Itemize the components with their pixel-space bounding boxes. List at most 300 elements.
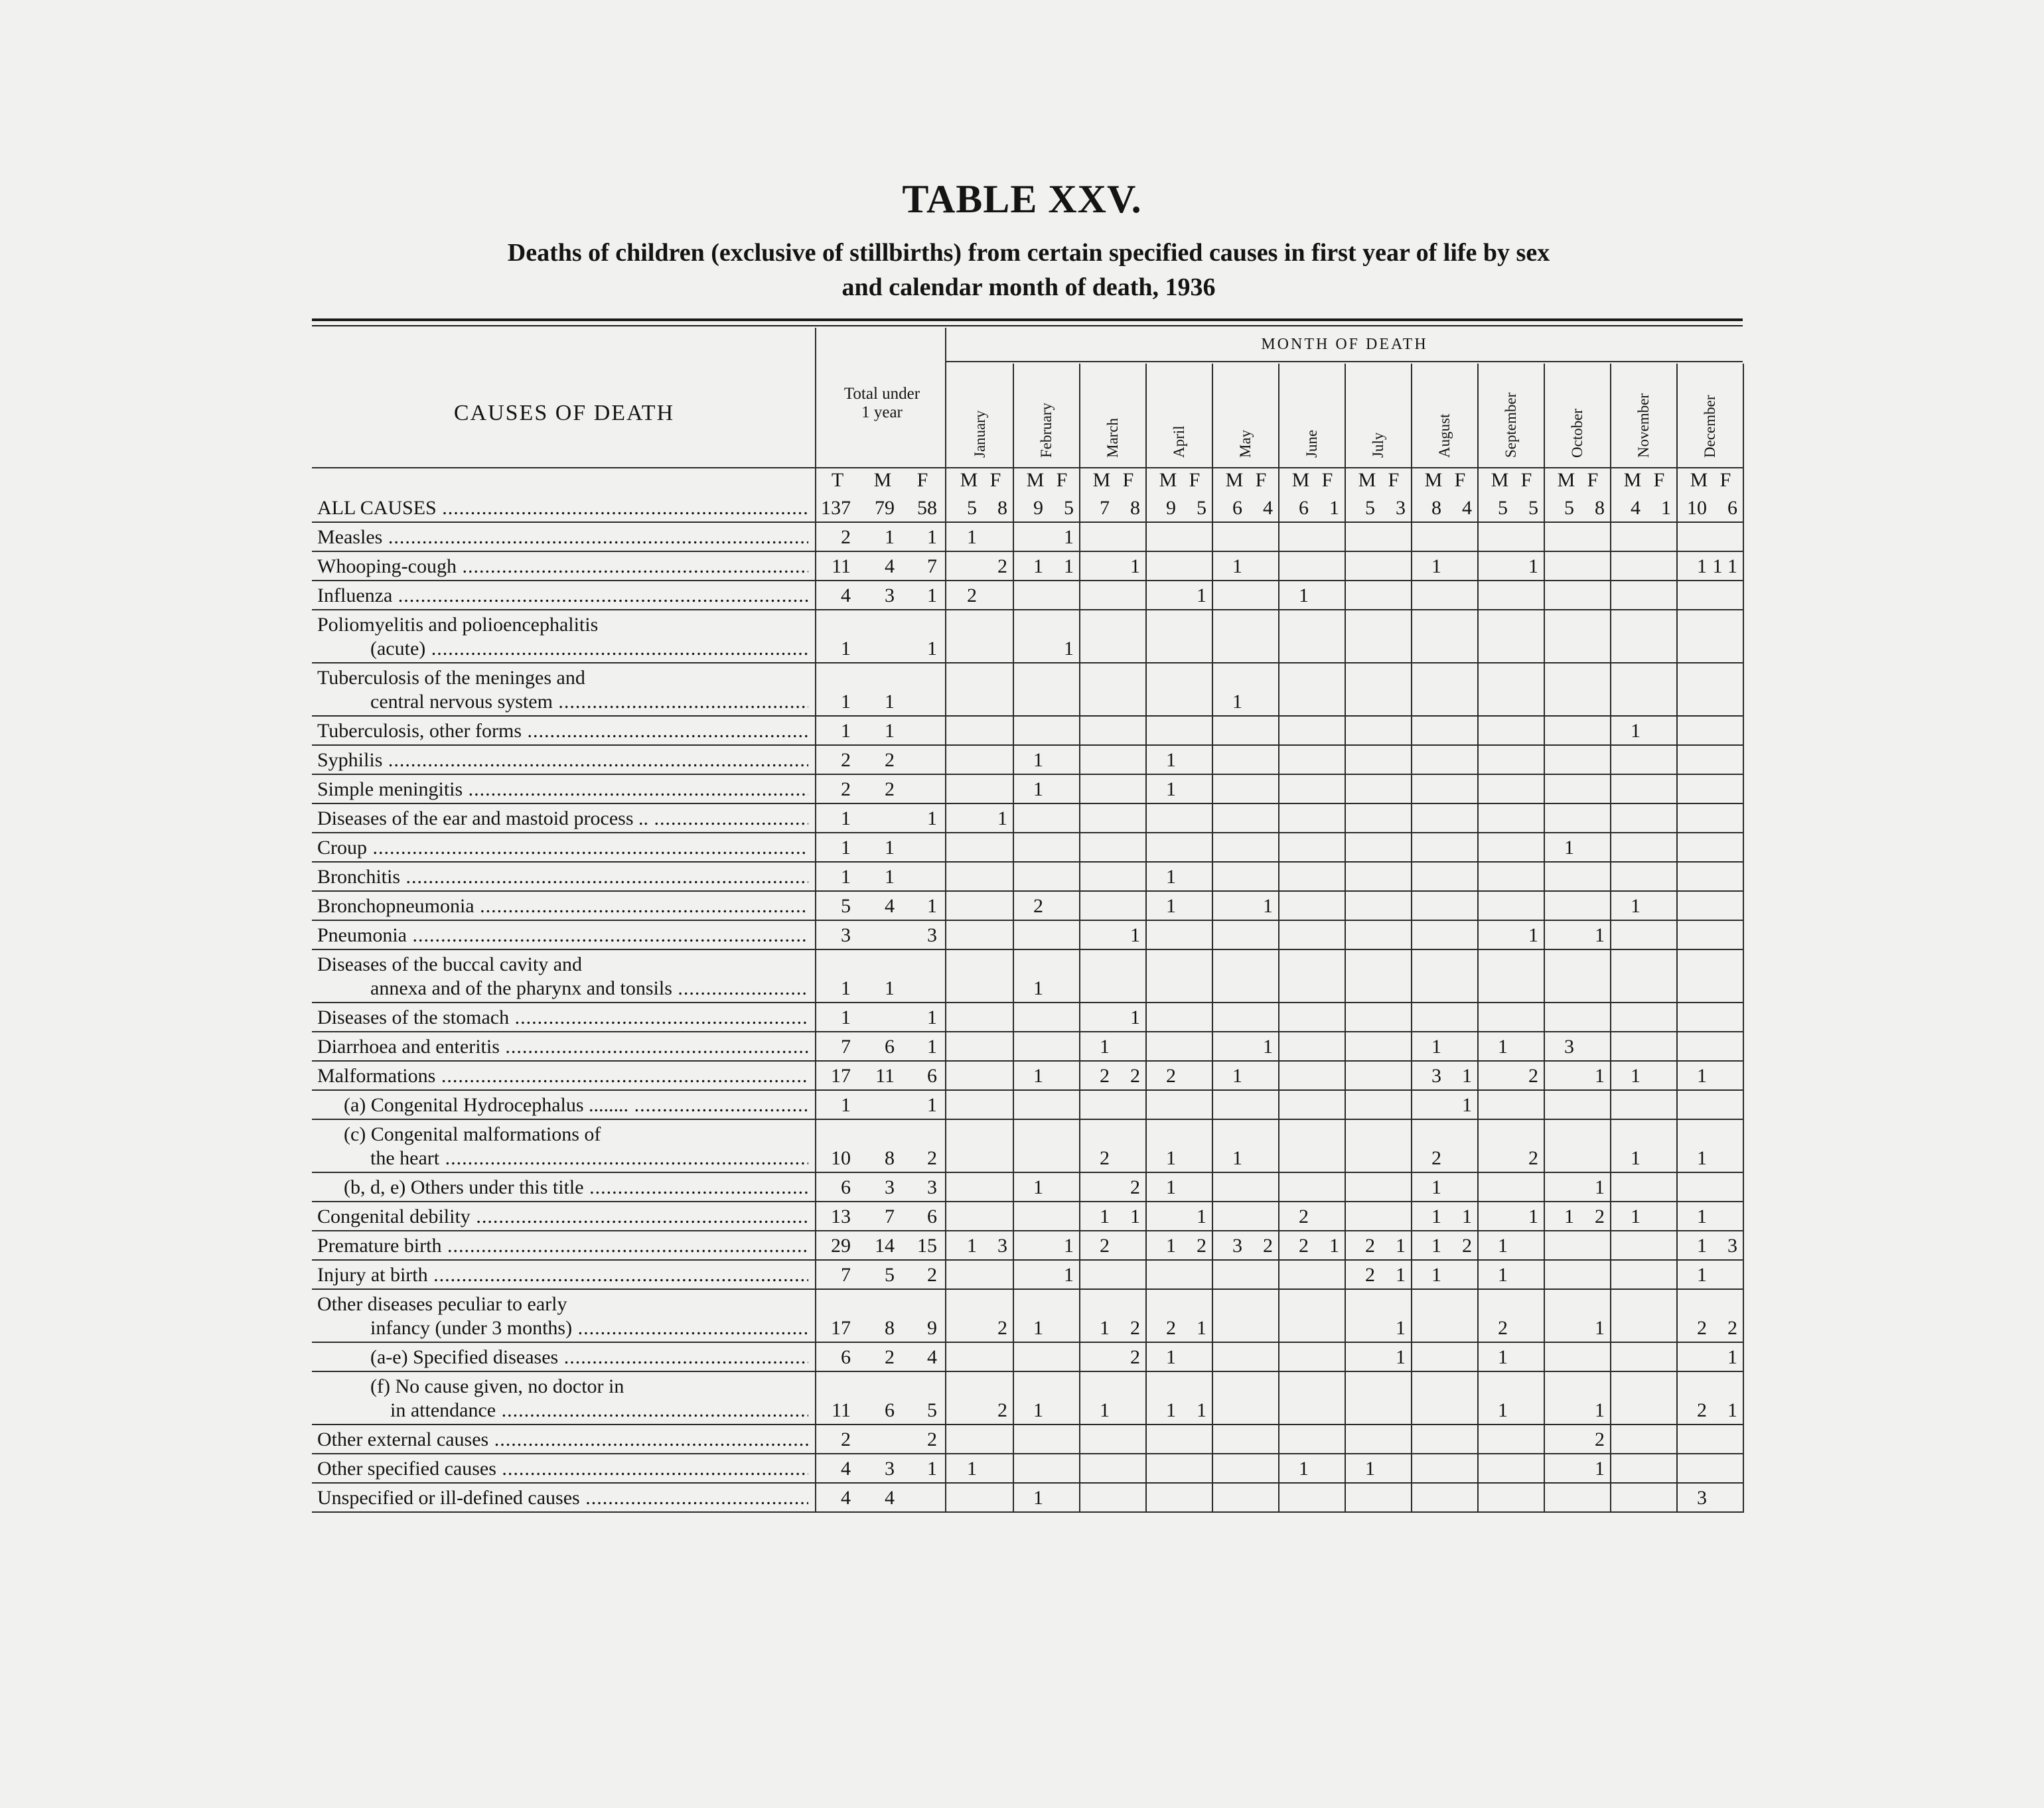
table-cell: 1 [1631,720,1641,742]
table-cell: 1 [1595,1399,1605,1421]
cause-label-line: (acute) ..... [317,637,808,661]
table-cell: 1 [1396,1346,1406,1368]
subheader-april-f: F [1189,469,1201,491]
table-cell: 4 [885,895,895,917]
table-cell: 1 [1033,555,1043,577]
cause-label [317,613,808,661]
cause-label-line: Unspecified or ill-defined causes ..... [317,1486,808,1510]
month-label-december: December [1702,395,1718,458]
table-cell: 2 [1130,1176,1140,1198]
table-cell: 1 [885,526,895,548]
table-cell: 1 [927,1094,937,1116]
table-cell: 6 [927,1065,937,1087]
table-cell: 1 [1100,1036,1110,1058]
subheader-december-m: M [1690,469,1708,491]
table-cell: 1 [1232,691,1242,713]
table-cell: 8 [997,497,1007,519]
table-cell: 1 [1431,1176,1441,1198]
table-cell: 6 [1299,497,1309,519]
cause-label [317,865,808,889]
table-cell: 1 [1033,1065,1043,1087]
cause-label-line: Other diseases peculiar to early [317,1293,567,1315]
table-cell: 1 [1462,1206,1472,1227]
table-cell: 1 [927,1007,937,1028]
table-title: TABLE XXV. [902,177,1142,221]
table-cell: 15 [917,1235,937,1257]
table-cell: 1 [885,837,895,859]
table-cell: 79 [875,497,895,519]
table-cell: 2 [1130,1065,1140,1087]
cause-label-line: Poliomyelitis and polioencephalitis [317,614,599,636]
cause-label-line: Diseases of the buccal cavity and [317,953,583,975]
month-label-august: August [1436,413,1453,458]
table-cell: 1 [1263,895,1273,917]
cause-label [317,1205,808,1229]
month-label-september: September [1502,392,1519,458]
table-cell: 1 [841,638,851,660]
table-cell: 3 [1232,1235,1242,1257]
table-cell: 6 [841,1176,851,1198]
table-row [312,775,1743,804]
table-row [312,1062,1743,1091]
table-cell: 1 [927,638,937,660]
subtitle-line-1: Deaths of children (exclusive of stillbirths) from certain specified causes in first year of life by sex [507,239,1550,267]
table-cell: 8 [885,1317,895,1339]
table-cell: 5 [1528,497,1538,519]
table-cell: 1 [1631,1147,1641,1169]
table-cell: 1 [1595,924,1605,946]
table-cell: 3 [841,924,851,946]
subtitle-line-2: and calendar month of death, 1936 [841,273,1216,301]
table-cell: 1 [1697,1065,1707,1087]
table-cell: 9 [1166,497,1176,519]
table-cell: 137 [821,497,851,519]
table-cell: 1 [1064,638,1074,660]
table-cell: 3 [885,1458,895,1480]
table-cell: 1 [1197,585,1206,606]
cause-label [317,1064,808,1088]
table-cell: 1 [841,720,851,742]
table-cell: 1 [1064,526,1074,548]
table-cell: 1 [1564,837,1574,859]
table-cell: 2 [1166,1317,1176,1339]
table-cell: 3 [927,924,937,946]
table-cell: 1 [927,526,937,548]
table-cell: 2 [1595,1206,1605,1227]
table-cell: 2 [1130,1346,1140,1368]
table-cell: 29 [831,1235,851,1257]
table-cell: 1 [1396,1317,1406,1339]
table-cell: 2 [1365,1235,1375,1257]
cause-label-line: infancy (under 3 months) ..... [317,1316,808,1340]
table-cell: 1 [1631,1206,1641,1227]
month-label-february: February [1038,402,1055,458]
subheader-july-f: F [1388,469,1400,491]
table-row [312,1425,1743,1454]
table-cell: 1 [1431,1264,1441,1286]
table-cell: 2 [1727,1317,1737,1339]
table-cell: 1 [927,1036,937,1058]
month-label-may: May [1237,429,1254,458]
table-cell: 5 [927,1399,937,1421]
cause-label [317,894,808,918]
table-cell: 2 [927,1428,937,1450]
table-row [312,552,1743,581]
cause-label [317,1176,808,1200]
cause-label [317,778,808,801]
table-cell: 2 [997,1317,1007,1339]
cause-label-line: ALL CAUSES ..... [317,496,808,520]
cause-label [317,953,808,1001]
subheader-march-m: M [1092,469,1111,491]
table-cell: 1 [1232,1065,1242,1087]
cause-label [317,1263,808,1287]
table-cell: 1 [1697,1235,1707,1257]
table-cell: 1 [1431,1036,1441,1058]
table-cell: 2 [885,749,895,771]
table-cell: 5 [1564,497,1574,519]
table-row [312,610,1743,663]
table-cell: 2 [841,778,851,800]
cause-label [317,555,808,579]
table-cell: 4 [885,555,895,577]
table-cell: 1 [1130,555,1140,577]
causes-of-death-header: CAUSES OF DEATH [453,401,675,425]
table-cell: 2 [841,749,851,771]
table-cell: 6 [927,1206,937,1227]
table-cell: 2 [1431,1147,1441,1169]
month-column-divider [1743,364,1744,1513]
table-cell: 8 [1595,497,1605,519]
table-cell: 2 [841,526,851,548]
cause-label-line: (c) Congenital malformations of [344,1123,601,1145]
subheader-april-m: M [1159,469,1177,491]
cause-label [317,666,808,714]
cause-label [317,1486,808,1510]
table-cell: 1 [1232,555,1242,577]
table-cell: 1 [841,977,851,999]
table-cell: 9 [927,1317,937,1339]
cause-label [317,1093,808,1117]
table-cell: 2 [885,1346,895,1368]
total-under-one-year-header: Total under 1 year [843,385,920,421]
table-cell: 3 [885,585,895,606]
table-row [312,1231,1743,1261]
table-cell: 2 [1697,1317,1707,1339]
table-cell: 1 [927,895,937,917]
table-cell: 3 [1727,1235,1737,1257]
cause-label [317,1035,808,1059]
table-cell: 2 [927,1264,937,1286]
table-row [312,1091,1743,1120]
table-row [312,1372,1743,1425]
table-cell: 4 [1631,497,1641,519]
table-cell: 1 [967,1458,977,1480]
table-cell: 1 [1232,1147,1242,1169]
subheader-december-f: F [1719,469,1731,491]
table-cell: 1 [1462,1094,1472,1116]
cause-label-line: Other external causes ..... [317,1428,808,1452]
table-row [312,494,1743,523]
table-cell: 1 [1166,895,1176,917]
header-separator [312,467,1743,468]
table-cell: 6 [885,1036,895,1058]
subheader-september-f: F [1520,469,1532,491]
table-cell: 4 [885,1487,895,1509]
table-cell: 1 1 [1712,555,1737,577]
table-cell: 10 [1687,497,1707,519]
table-cell: 2 [997,555,1007,577]
table-cell: 1 [1697,1206,1707,1227]
cause-label-line: Injury at birth ..... [317,1263,808,1287]
cause-label-line: Malformations ..... [317,1064,808,1088]
table-cell: 1 [967,526,977,548]
subheader-november-f: F [1653,469,1665,491]
table-cell: 2 [967,585,977,606]
table-cell: 6 [841,1346,851,1368]
table-cell: 14 [875,1235,895,1257]
table-cell: 1 [1528,1206,1538,1227]
table-cell: 1 [1697,1147,1707,1169]
subheader-july-m: M [1358,469,1376,491]
cause-label-line: Diseases of the stomach ..... [317,1006,808,1030]
table-cell: 2 [997,1399,1007,1421]
cause-label-line: Pneumonia ..... [317,924,808,947]
table-cell: 1 [1166,1399,1176,1421]
table-cell: 1 [1498,1036,1508,1058]
table-cell: 2 [1033,895,1043,917]
table-cell: 2 [927,1147,937,1169]
subheader-january-f: F [989,469,1001,491]
table-cell: 1 [841,807,851,829]
table-cell: 1 [1033,1317,1043,1339]
table-cell: 1 [1166,1346,1176,1368]
table-cell: 1 [1462,1065,1472,1087]
table-row [312,1343,1743,1372]
cause-label-line: Croup ..... [317,836,808,860]
table-cell: 1 [841,691,851,713]
table-cell: 2 [1528,1065,1538,1087]
table-cell: 4 [1263,497,1273,519]
cause-label [317,719,808,743]
cause-label-line: Whooping-cough ..... [317,555,808,579]
table-cell: 1 [1431,555,1441,577]
cause-label-line: the heart ..... [317,1147,808,1170]
table-cell: 1 [1564,1206,1574,1227]
table-cell: 1 [1299,585,1309,606]
cause-label [317,525,808,549]
table-cell: 1 [1329,1235,1339,1257]
top-double-rule [312,318,1743,321]
subheader-total-m: M [873,469,892,491]
table-cell: 1 [1197,1399,1206,1421]
table-row [312,921,1743,950]
table-cell: 1 [1166,1235,1176,1257]
subheader-september-m: M [1491,469,1509,491]
table-cell: 3 [1564,1036,1574,1058]
table-cell: 1 [1299,1458,1309,1480]
table-cell: 2 [1365,1264,1375,1286]
table-row [312,746,1743,775]
subheader-may-f: F [1255,469,1267,491]
table-row [312,717,1743,746]
cause-label-line: Diarrhoea and enteritis ..... [317,1035,808,1059]
table-cell: 7 [1100,497,1110,519]
cause-label [317,584,808,608]
table-row [312,663,1743,717]
table-cell: 1 [1431,1235,1441,1257]
table-subtitle [312,236,1745,305]
table-cell: 3 [997,1235,1007,1257]
table-cell: 2 [1100,1235,1110,1257]
table-cell: 8 [1431,497,1441,519]
table-cell: 1 [1033,1487,1043,1509]
cause-label-line: Simple meningitis ..... [317,778,808,801]
cause-label [317,924,808,947]
table-cell: 1 [997,807,1007,829]
table-cell: 1 [1130,1206,1140,1227]
table-cell: 2 [1263,1235,1273,1257]
table-cell: 2 [1528,1147,1538,1169]
table-cell: 2 [1299,1206,1309,1227]
table-row [312,833,1743,863]
table-cell: 4 [841,1458,851,1480]
cause-label-line: Tuberculosis of the meninges and [317,667,585,689]
table-cell: 1 [1396,1235,1406,1257]
cause-label-line: (f) No cause given, no doctor in [370,1375,624,1397]
cause-label-line: Diseases of the ear and mastoid process .. ..... [317,807,808,831]
table-cell: 5 [841,895,851,917]
table-cell: 1 [1595,1458,1605,1480]
cause-label [317,1292,808,1340]
cause-label-line: Congenital debility ..... [317,1205,808,1229]
month-label-april: April [1171,425,1187,458]
table-cell: 5 [1365,497,1375,519]
table-row [312,1120,1743,1173]
table-cell: 1 [1100,1399,1110,1421]
cause-label-line: (a) Congenital Hydrocephalus ........ ..... [317,1093,808,1117]
table-cell: 1 [1166,749,1176,771]
table-cell: 2 [1697,1399,1707,1421]
cause-label [317,1346,808,1369]
table-cell: 1 [927,585,937,606]
month-label-june: June [1303,429,1320,458]
table-row [312,523,1743,552]
table-row [312,581,1743,610]
table-cell: 1 [885,977,895,999]
subheader-total-f: F [916,469,928,491]
table-cell: 1 [1631,895,1641,917]
table-cell: 1 [1100,1317,1110,1339]
table-cell: 11 [832,555,851,577]
table-cell: 4 [841,1487,851,1509]
month-label-november: November [1635,393,1652,458]
table-cell: 2 [1100,1147,1110,1169]
table-cell: 5 [1064,497,1074,519]
cause-label [317,496,808,520]
subheader-august-m: M [1424,469,1443,491]
table-cell: 1 [1595,1176,1605,1198]
table-cell: 1 [1130,1007,1140,1028]
table-cell: 17 [831,1065,851,1087]
table-cell: 2 [1197,1235,1206,1257]
table-cell: 13 [831,1206,851,1227]
table-cell: 1 [927,807,937,829]
table-cell: 2 [1299,1235,1309,1257]
month-of-death-header: MONTH OF DEATH [1261,336,1428,353]
subheader-february-m: M [1026,469,1045,491]
table-row [312,1261,1743,1290]
table-cell: 1 [1396,1264,1406,1286]
subheader-february-f: F [1056,469,1068,491]
table-cell: 2 [1130,1317,1140,1339]
table-cell: 6 [1232,497,1242,519]
table-cell: 10 [831,1147,851,1169]
table-cell: 1 [1064,1235,1074,1257]
top-double-rule-thin [312,325,1743,326]
subheader-november-m: M [1623,469,1642,491]
table-cell: 7 [841,1036,851,1058]
table-cell: 2 [841,1428,851,1450]
month-label-march: March [1104,417,1121,458]
cause-label-line: Premature birth ..... [317,1234,808,1258]
cause-label [317,836,808,860]
table-cell: 1 [1727,1346,1737,1368]
table-cell: 1 [1166,778,1176,800]
table-cell: 4 [927,1346,937,1368]
table-cell: 5 [1197,497,1206,519]
table-cell: 5 [967,497,977,519]
cause-label-line: Bronchopneumonia ..... [317,894,808,918]
table-cell: 3 [1431,1065,1441,1087]
table-row [312,1290,1743,1343]
table-cell: 1 [885,720,895,742]
table-cell: 7 [885,1206,895,1227]
cause-label [317,1006,808,1030]
cause-label-line: Measles ..... [317,525,808,549]
subheader-march-f: F [1122,469,1134,491]
table-cell: 1 [1033,977,1043,999]
table-cell: 4 [841,585,851,606]
table-cell: 2 [1166,1065,1176,1087]
table-cell: 7 [841,1264,851,1286]
table-cell: 1 [1528,924,1538,946]
cause-label [317,1123,808,1170]
table-cell: 1 [1130,924,1140,946]
table-cell: 17 [831,1317,851,1339]
table-cell: 1 [1033,1399,1043,1421]
table-row [312,1032,1743,1062]
table-cell: 1 [927,1458,937,1480]
table-cell: 6 [1727,497,1737,519]
table-cell: 1 [841,837,851,859]
table-row [312,950,1743,1003]
table-cell: 4 [1462,497,1472,519]
cause-label [317,748,808,772]
table-cell: 11 [832,1399,851,1421]
table-cell: 1 [1064,555,1074,577]
cause-label-line: in attendance ..... [317,1399,808,1423]
table-row [312,1454,1743,1484]
table-cell: 1 [1498,1346,1508,1368]
subheader-october-f: F [1587,469,1599,491]
cause-label [317,807,808,831]
month-label-october: October [1569,408,1585,458]
table-cell: 1 [1528,555,1538,577]
cause-label-line: (a-e) Specified diseases ..... [317,1346,808,1369]
table-cell: 5 [885,1264,895,1286]
table-cell: 1 [885,691,895,713]
